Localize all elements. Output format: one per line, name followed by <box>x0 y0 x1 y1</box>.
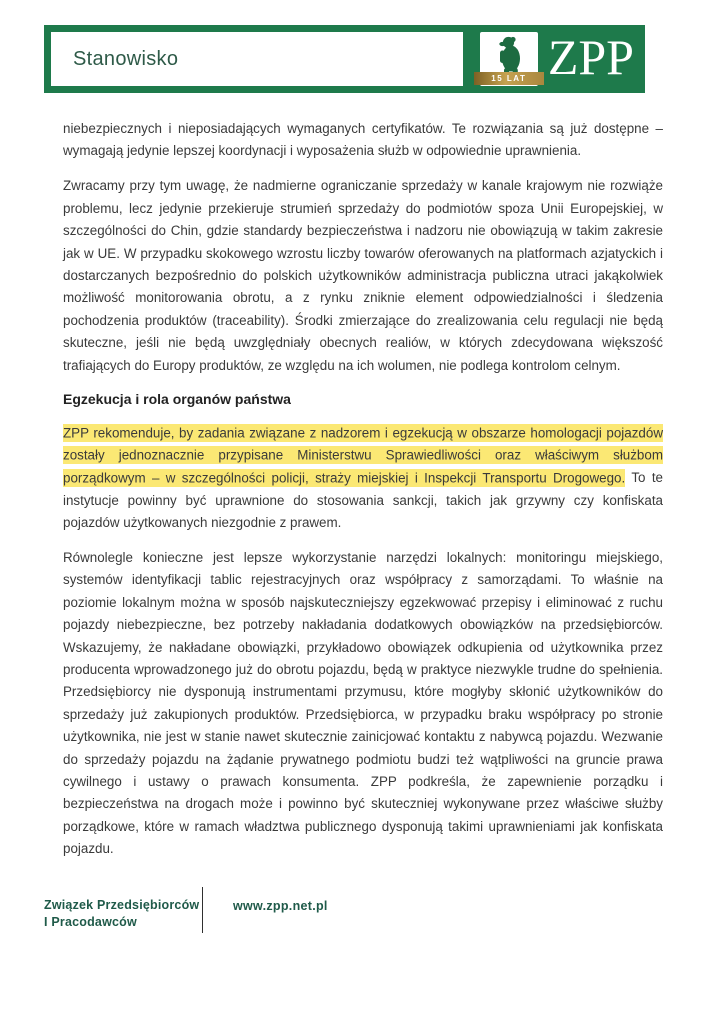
paragraph-3-rest: To te instytucje powinny być uprawnione do stosowania sankcji, takich jak grzywny czy konfiskata pojazdów użytkowanych niezgodnie z prawem. <box>63 470 663 531</box>
organization-name-line2: I Pracodawców <box>44 915 137 929</box>
paragraph-4: Równolegle konieczne jest lepsze wykorzystanie narzędzi lokalnych: monitoringu miejskiego, systemów identyfikacji tablic rejestracyjnych oraz współpracy z samorządami. To właśnie na poziomie lokalnym można w sposób najskuteczniejszy egzekwować przepisy i eliminować z ruchu pojazdy niebezpieczne, bez potrzeby nakładania dodatkowych obowiązków na przedsiębiorców. Wskazujemy, że nakładane obowiązki, przykładowo obowiązek odkupienia od użytkownika przez producenta wprowadzonego już do obrotu pojazdu, będą w praktyce niezwykle trudne do spełnienia. Przedsiębiorcy nie dysponują instrumentami przymusu, które mogłyby skłonić użytkowników do sprzedaży już zakupionych produktów. Przedsiębiorca, w przypadku braku współpracy po stronie użytkownika, nie jest w stanie nawet skutecznie zainicjować kontaktu z nabywcą pojazdu. Wezwanie do sprzedaży pojazdu na żądanie prywatnego podmiotu budzi też wątpliwości na gruncie prawa cywilnego i ustawy o prawach konsumenta. ZPP podkreśla, że zapewnienie porządku i bezpieczeństwa na drogach może i powinno być skuteczniej wykonywane przez właściwe służby porządkowe, które w ramach władztwa publicznego dysponują takimi uprawnieniami jak konfiskata pojazdu. <box>63 550 663 857</box>
paragraph-1: niebezpiecznych i nieposiadających wymaganych certyfikatów. Te rozwiązania są już dostępne – wymagają jedynie lepszej koordynacji i wyposażenia służb w odpowiednie uprawnienia. <box>63 121 663 159</box>
document-header <box>44 25 645 93</box>
organization-name <box>44 897 199 931</box>
highlighted-recommendation: ZPP rekomenduje, by zadania związane z nadzorem i egzekucją w obszarze homologacji pojazdów zostały jednoznacznie przypisane Ministerstwu Sprawiedliwości oraz właściwym służbom porządkowym – w szczególności policji, straży miejskiej i Inspekcji Transportu Drogowego. <box>63 425 663 486</box>
zpp-logo <box>480 29 638 86</box>
organization-name-line1: Związek Przedsiębiorców <box>44 898 200 912</box>
section-heading: Egzekucja i rola organów państwa <box>63 391 291 408</box>
anniversary-badge-label: 15 LAT <box>491 74 527 83</box>
document-type-label: Stanowisko <box>73 47 179 70</box>
paragraph-3 <box>63 422 663 534</box>
anniversary-badge <box>474 72 544 85</box>
document-body <box>63 118 663 873</box>
website-link[interactable]: www.zpp.net.pl <box>233 899 328 913</box>
paragraph-2: Zwracamy przy tym uwagę, że nadmierne ograniczanie sprzedaży w kanale krajowym nie rozwiąże problemu, lecz jedynie przekieruje strumień sprzedaży do podmiotów spoza Unii Europejskiej, w szczególności do Chin, gdzie standardy bezpieczeństwa i nadzoru nie obowiązują w takim zakresie jak w UE. W przypadku skokowego wzrostu liczby towarów oferowanych na platformach azjatyckich i dostarczanych bezpośrednio do polskich użytkowników administracja publiczna utraci jakąkolwiek możliwość monitorowania obrotu, a z rynku zniknie element odpowiedzialności i śledzenia pochodzenia produktów (traceability). Środki zmierzające do zrealizowania celu regulacji nie będą skuteczne, jeśli nie będą uwzględniały obecnych realiów, w których zdecydowana większość trafiających do Europy produktów, ze względu na ich wolumen, nie podlega kontrolom celnym. <box>63 178 663 373</box>
logo-square <box>480 32 538 86</box>
document-footer <box>44 890 464 942</box>
footer-divider <box>202 887 203 933</box>
zpp-logo-text: ZPP <box>547 29 634 85</box>
document-type-box <box>51 32 463 86</box>
